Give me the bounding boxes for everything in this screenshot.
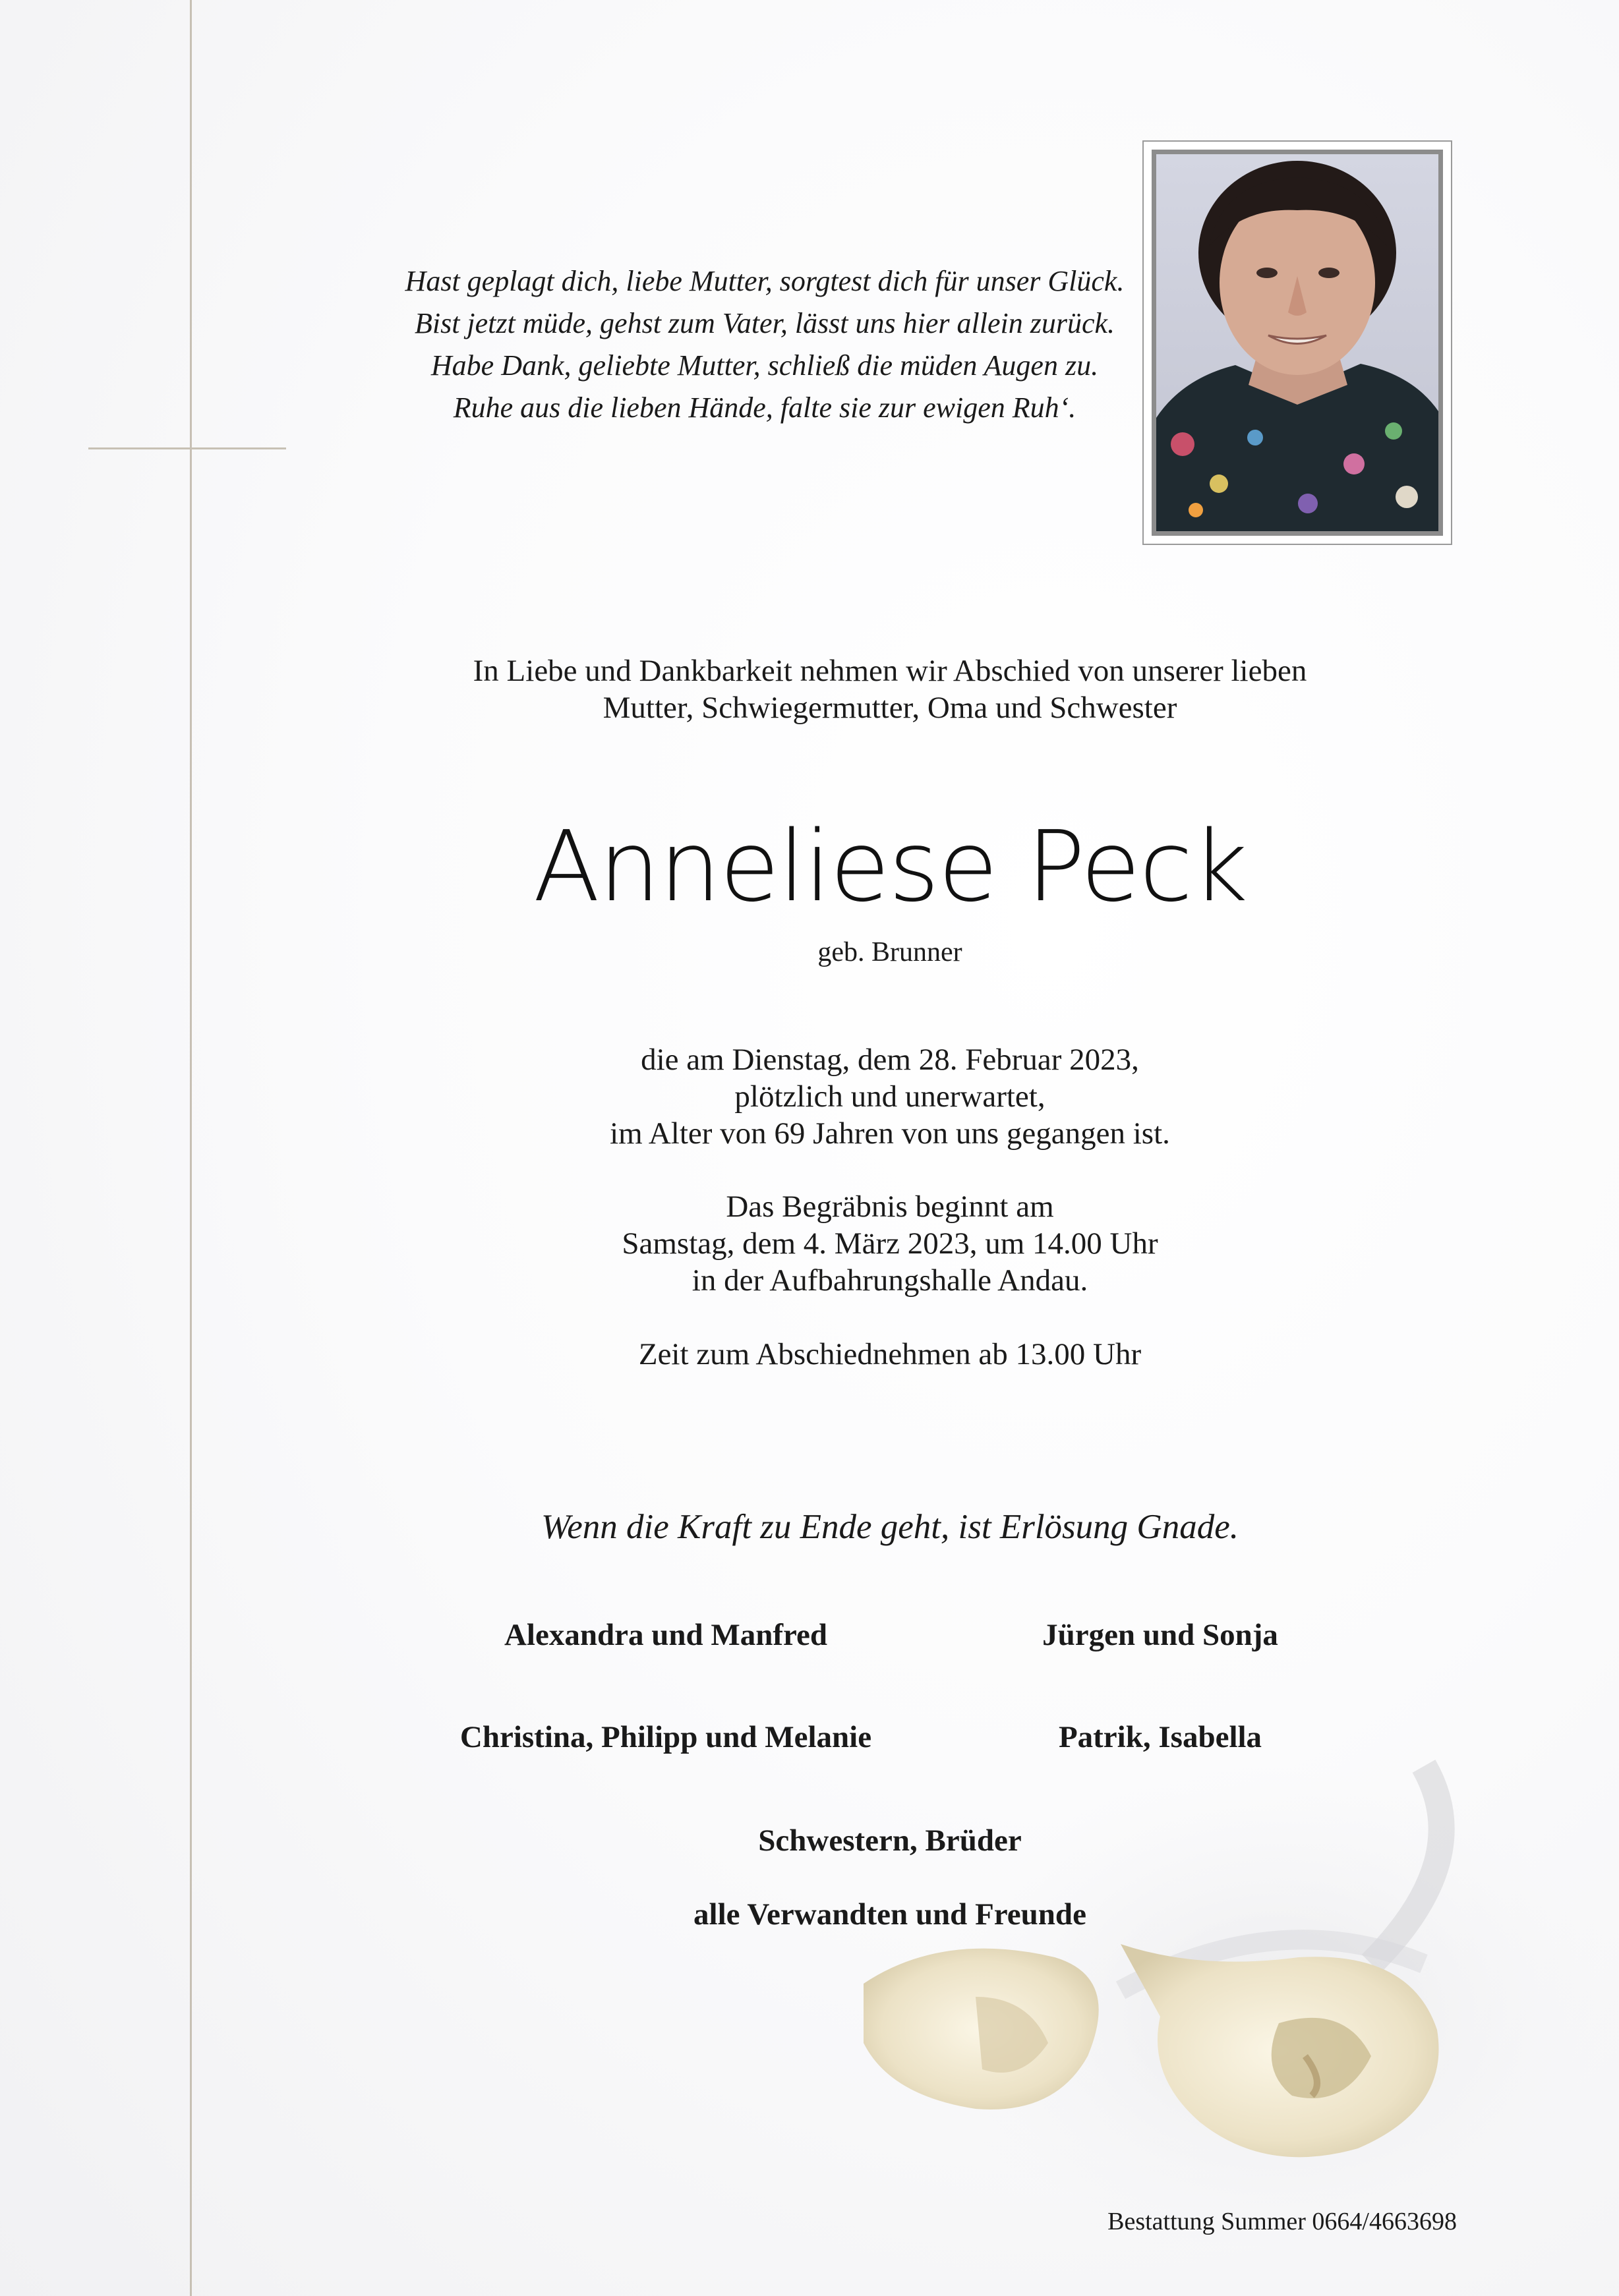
death-notice bbox=[330, 1041, 1450, 1152]
poem-line: Bist jetzt müde, gehst zum Vater, lässt uns hier allein zurück. bbox=[414, 307, 1115, 339]
horizontal-cross-line bbox=[88, 447, 286, 449]
poem bbox=[290, 260, 1239, 429]
intro-text bbox=[330, 652, 1450, 726]
farewell-time: Zeit zum Abschiednehmen ab 13.00 Uhr bbox=[638, 1337, 1142, 1371]
poem-line: Habe Dank, geliebte Mutter, schließ die müden Augen zu. bbox=[430, 349, 1099, 382]
funeral-line: in der Aufbahrungshalle Andau. bbox=[692, 1263, 1088, 1298]
intro-line: In Liebe und Dankbarkeit nehmen wir Abschied von unserer lieben bbox=[473, 654, 1307, 688]
death-line: im Alter von 69 Jahren von uns gegangen ist. bbox=[610, 1116, 1170, 1151]
deceased-name: Anneliese Peck bbox=[533, 810, 1247, 923]
funeral-notice bbox=[330, 1188, 1450, 1299]
mourner-center-2: alle Verwandten und Freunde bbox=[693, 1897, 1086, 1932]
portrait-photo bbox=[1152, 150, 1443, 536]
funeral-home-footer: Bestattung Summer 0664/4663698 bbox=[1107, 2208, 1457, 2235]
mourner-center-1: Schwestern, Brüder bbox=[758, 1823, 1022, 1858]
funeral-line: Samstag, dem 4. März 2023, um 14.00 Uhr bbox=[622, 1226, 1158, 1261]
lily-decoration bbox=[778, 1687, 1619, 2296]
mourner-left-1: Alexandra und Manfred bbox=[504, 1618, 828, 1652]
mourner-right-2: Patrik, Isabella bbox=[1058, 1720, 1262, 1754]
intro-line: Mutter, Schwiegermutter, Oma und Schwester bbox=[603, 691, 1177, 725]
poem-line: Hast geplagt dich, liebe Mutter, sorgtest dich für unser Glück. bbox=[405, 265, 1125, 297]
mourner-left-2: Christina, Philipp und Melanie bbox=[459, 1720, 872, 1754]
death-line: die am Dienstag, dem 28. Februar 2023, bbox=[641, 1043, 1139, 1077]
vertical-cross-line bbox=[190, 0, 192, 2296]
mourner-right-1: Jürgen und Sonja bbox=[1042, 1618, 1278, 1652]
birth-name: geb. Brunner bbox=[817, 937, 962, 967]
portrait-frame bbox=[1142, 140, 1452, 545]
poem-line: Ruhe aus die lieben Hände, falte sie zur ewigen Ruh‘. bbox=[453, 391, 1076, 424]
motto: Wenn die Kraft zu Ende geht, ist Erlösung Gnade. bbox=[541, 1508, 1239, 1546]
funeral-line: Das Begräbnis beginnt am bbox=[726, 1190, 1054, 1224]
death-line: plötzlich und unerwartet, bbox=[734, 1079, 1045, 1114]
